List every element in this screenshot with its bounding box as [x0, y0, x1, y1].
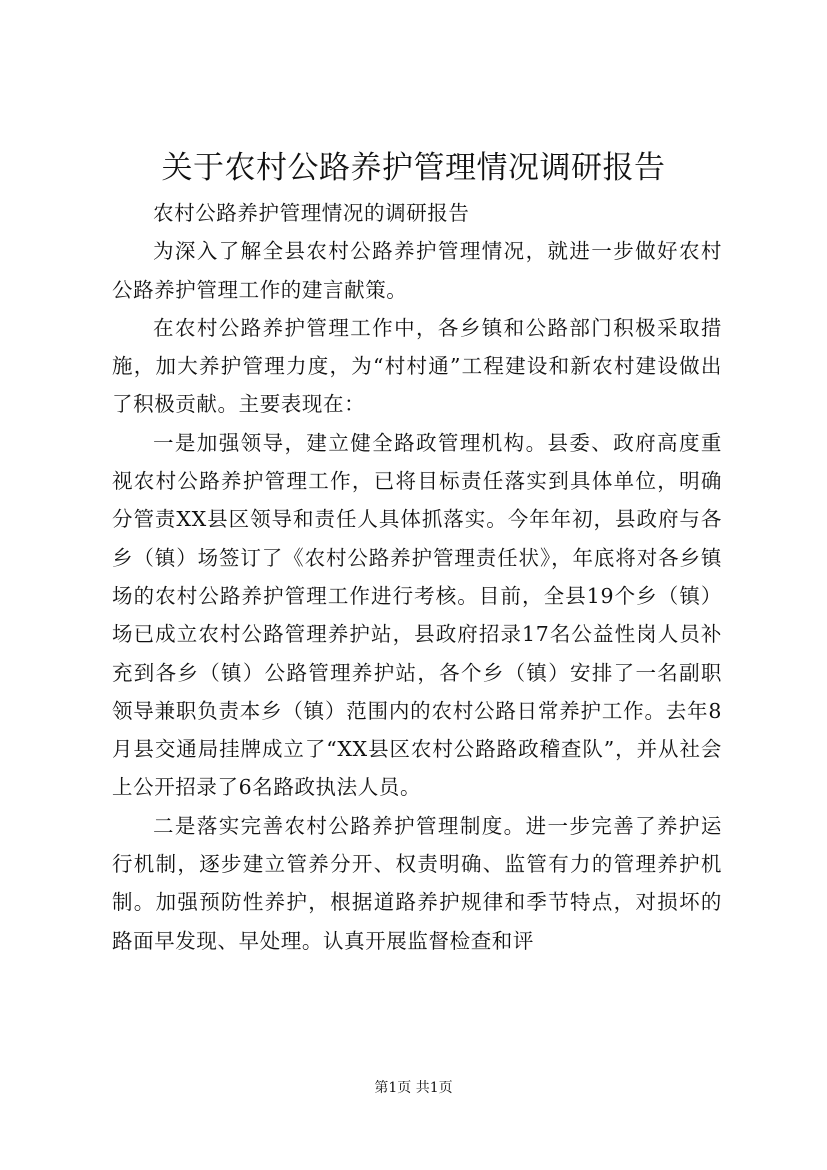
page-number-footer: 第1页 共1页 — [374, 1080, 453, 1096]
document-subtitle: 农村公路养护管理情况的调研报告 — [153, 201, 470, 225]
paragraph-intro: 为深入了解全县农村公路养护管理情况，就进一步做好农村公路养护管理工作的建言献策。 — [112, 239, 722, 302]
paragraph-leadership: 一是加强领导，建立健全路政管理机构。县委、政府高度重视农村公路养护管理工作，已将目标责任落实到具体单位，明确分管责XX县区领导和责任人具体抓落实。今年年初，县政府与各乡（镇）场签订了《农村公路养护管理责任状》，年底将对各乡镇场的农村公路养护管理工作进行考核。目前，全县19个乡（镇）场已成立农村公路管理养护站，县政府招录17名公益性岗人员补充到各乡（镇）公路管理养护站，各个乡（镇）安排了一名副职领导兼职负责本乡（镇）范围内的农村公路日常养护工作。去年8月县交通局挂牌成立了“XX县区农村公路路政稽查队”，并从社会上公开招录了6名路政执法人员。 — [112, 430, 722, 800]
paragraph-system: 二是落实完善农村公路养护管理制度。进一步完善了养护运行机制，逐步建立管养分开、权责明确、监管有力的管理养护机制。加强预防性养护，根据道路养护规律和季节特点，对损坏的路面早发现、早处理。认真开展监督检查和评 — [112, 813, 722, 953]
paragraph-overview: 在农村公路养护管理工作中，各乡镇和公路部门积极采取措施，加大养护管理力度，为“村村通”工程建设和新农村建设做出了积极贡献。主要表现在： — [112, 315, 722, 417]
document-body — [112, 194, 722, 960]
document-title: 关于农村公路养护管理情况调研报告 — [161, 150, 666, 186]
